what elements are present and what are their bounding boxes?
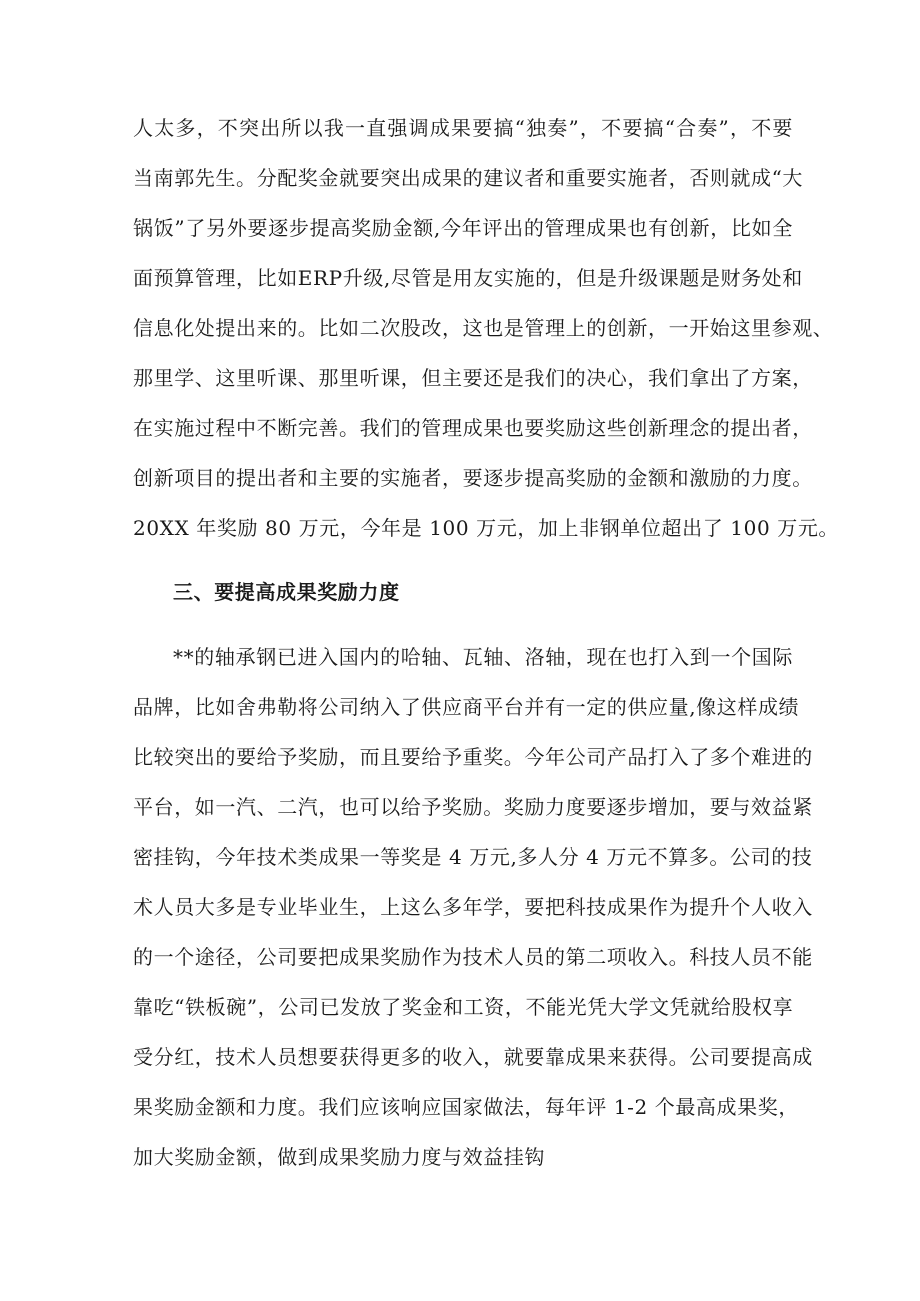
paragraph-1-line-2: 当南郭先生。分配奖金就要突出成果的建议者和重要实施者，否则就成“大 [133,166,804,190]
paragraph-2-line-6: 术人员大多是专业毕业生，上这么多年学，要把科技成果作为提升个人收入 [133,895,813,919]
paragraph-2-line-3: 比较突出的要给予奖励，而且要给予重奖。今年公司产品打入了多个难进的 [133,745,813,769]
paragraph-1-line-1: 人太多，不突出所以我一直强调成果要搞“独奏”，不要搞“合奏”，不要 [133,116,793,140]
paragraph-2-line-5: 密挂钩，今年技术类成果一等奖是 4 万元,多人分 4 万元不算多。公司的技 [133,845,813,869]
paragraph-1-line-7: 在实施过程中不断完善。我们的管理成果也要奖励这些创新理念的提出者， [133,416,813,440]
paragraph-2-line-1: **的轴承钢已进入国内的哈轴、瓦轴、洛轴，现在也打入到一个国际 [173,645,793,669]
paragraph-2-line-7: 的一个途径，公司要把成果奖励作为技术人员的第二项收入。科技人员不能 [133,945,813,969]
paragraph-1-line-6: 那里学、这里听课、那里听课，但主要还是我们的决心，我们拿出了方案， [133,366,813,390]
paragraph-2-line-8: 靠吃“铁板碗”，公司已发放了奖金和工资，不能光凭大学文凭就给股权享 [133,995,794,1019]
paragraph-2-line-4: 平台，如一汽、二汽，也可以给予奖励。奖励力度要逐步增加，要与效益紧 [133,795,813,819]
paragraph-1-line-9: 20XX 年奖励 80 万元，今年是 100 万元，加上非钢单位超出了 100 万元。 [133,516,840,540]
paragraph-1-line-3: 锅饭”了另外要逐步提高奖励金额,今年评出的管理成果也有创新，比如全 [133,216,793,240]
paragraph-2-line-11: 加大奖励金额，做到成果奖励力度与效益挂钩 [133,1145,545,1169]
paragraph-2-line-2: 品牌，比如舍弗勒将公司纳入了供应商平台并有一定的供应量,像这样成绩 [133,695,800,719]
paragraph-1-line-8: 创新项目的提出者和主要的实施者，要逐步提高奖励的金额和激励的力度。 [133,466,813,490]
section-3-heading: 三、要提高成果奖励力度 [173,580,400,604]
paragraph-1-line-4: 面预算管理，比如ERP升级,尽管是用友实施的，但是升级课题是财务处和 [133,266,803,290]
paragraph-2-line-10: 果奖励金额和力度。我们应该响应国家做法，每年评 1-2 个最高成果奖， [133,1095,799,1119]
paragraph-2-line-9: 受分红，技术人员想要获得更多的收入，就要靠成果来获得。公司要提高成 [133,1045,813,1069]
paragraph-1-line-5: 信息化处提出来的。比如二次股改，这也是管理上的创新，一开始这里参观、 [133,316,834,340]
